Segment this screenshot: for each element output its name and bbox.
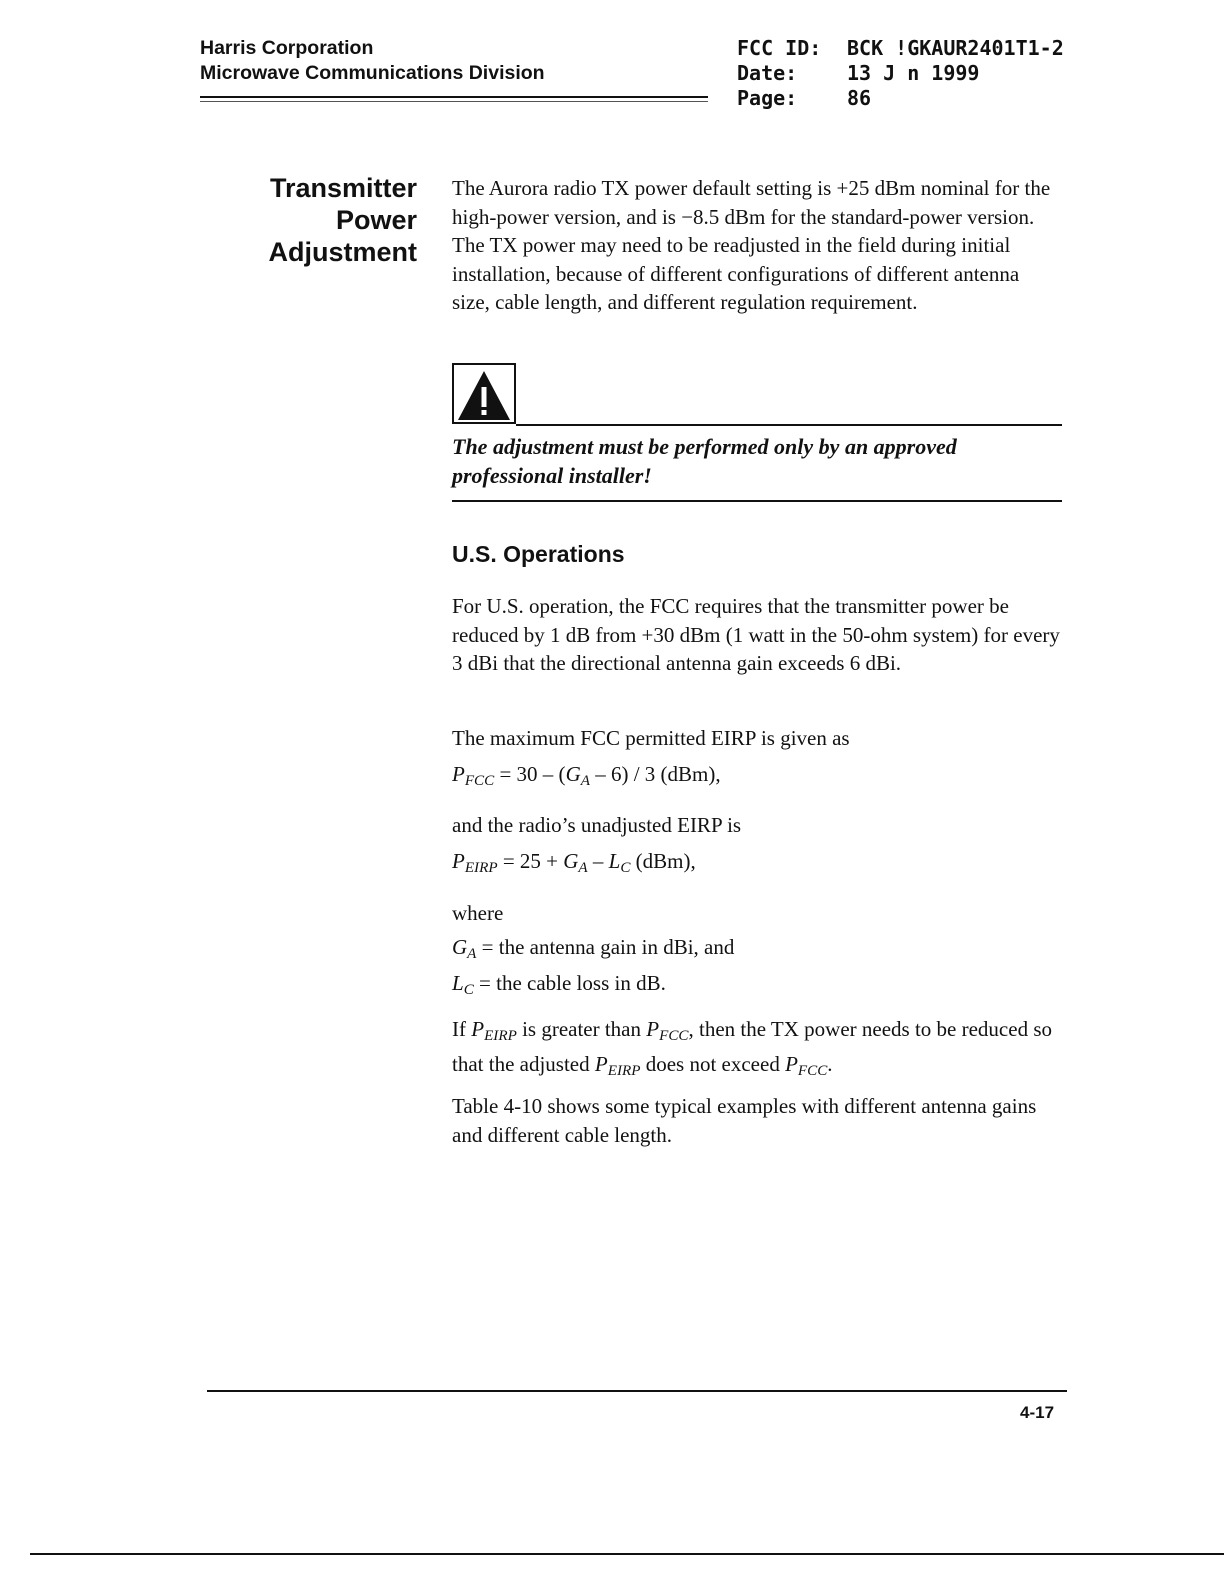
def1-sub-a: A [467,945,477,962]
page-row [737,86,1064,111]
section-title [200,172,417,268]
us-ops-para4-text: If $P_{EIRP}$ is greater than $P_{FCC}$, then the TX power needs to be reduced so that the adjusted $P_{EIRP}$ does not exceed $P_{FCC}$. [452,1017,1052,1080]
us-ops-para1-text: For U.S. operation, the FCC requires that the transmitter power be reduced by 1 dB from +30 dBm (1 watt in the 50-ohm system) for every 3 dBi that the directional antenna gain exceeds 6 dBi. [452,594,1060,675]
fcc-id-row [737,36,1064,61]
division-name: Microwave Communications Division [200,62,545,84]
footer-rule [207,1390,1067,1392]
company-name: Harris Corporation [200,37,374,59]
eq1-var-p: P [452,762,465,786]
page-number: 4-17 [1020,1403,1055,1422]
eq1-sub-a: A [580,772,590,789]
eq2-var-p: P [452,849,465,873]
definition-ga [452,933,1062,968]
intro-paragraph [452,174,1062,317]
header-rule [200,96,708,98]
def2-sub-c: C [463,981,474,998]
intro-text: The Aurora radio TX power default setting is +25 dBm nominal for the high-power version, and is −8.5 dBm for the standard-power version. The TX power may need to be readjusted in the field during initial installation, because of different configurations of different antenna size, cable length, and different regulation requirement. [452,176,1051,314]
header-company-block [200,36,545,86]
date-value: 13 J n 1999 [847,61,980,85]
eq1-mid: = 30 – ( [494,762,566,786]
us-ops-para3-text: and the radio’s unadjusted EIRP is [452,813,742,837]
us-operations-heading: U.S. Operations [452,541,625,567]
fcc-id-label: FCC ID: [737,36,822,60]
eq1-sub-fcc: FCC [464,772,495,789]
where-text: where [452,901,504,925]
equation-peirp [452,847,1062,882]
section-title-line2: Power [335,205,417,235]
warning-triangle-icon [454,365,514,422]
warning-text: The adjustment must be performed only by an approved professional installer! [452,434,957,488]
eq2-sub-a: A [578,859,588,876]
us-ops-para2 [452,724,1062,753]
us-ops-para5 [452,1092,1062,1149]
header-rule-thin [200,101,708,102]
def2-var-l: L [452,971,464,995]
page-value: 86 [847,86,872,110]
eq2-var-g: G [563,849,579,873]
us-ops-para1 [452,592,1062,678]
us-ops-para2-text: The maximum FCC permitted EIRP is given as [452,726,850,750]
eq2-var-l: L [608,849,621,873]
def1-text: = the antenna gain in dBi, and [476,935,735,959]
eq2-sub-eirp: EIRP [464,859,498,876]
page-label: Page: [737,86,798,110]
eq2-sub-c: C [620,859,631,876]
scan-edge-rule [30,1553,1224,1555]
us-ops-para5-text: Table 4-10 shows some typical examples with different antenna gains and different cable length. [452,1094,1037,1147]
eq2-mid: = 25 + [497,849,564,873]
equation-pfcc [452,760,1062,795]
where-label [452,899,1062,928]
header-meta [737,36,1064,111]
section-title-line3: Adjustment [268,237,417,267]
date-row [737,61,1064,86]
eq2-rest: (dBm), [630,849,696,873]
def2-text: = the cable loss in dB. [473,971,666,995]
us-ops-para3 [452,811,1062,840]
us-ops-para4 [452,1015,1062,1086]
fcc-id-value: BCK !GKAUR2401T1-2 [847,36,1064,60]
section-title-line1: Transmitter [269,173,417,203]
warning-rule-top [516,424,1062,426]
definition-lc [452,969,1062,1004]
eq1-rest: – 6) / 3 (dBm), [589,762,721,786]
eq2-minus: – [587,849,609,873]
def1-var-g: G [452,935,468,959]
date-label: Date: [737,61,798,85]
eq1-var-g: G [565,762,581,786]
warning-box [452,363,516,424]
warning-rule-bottom [452,500,1062,502]
